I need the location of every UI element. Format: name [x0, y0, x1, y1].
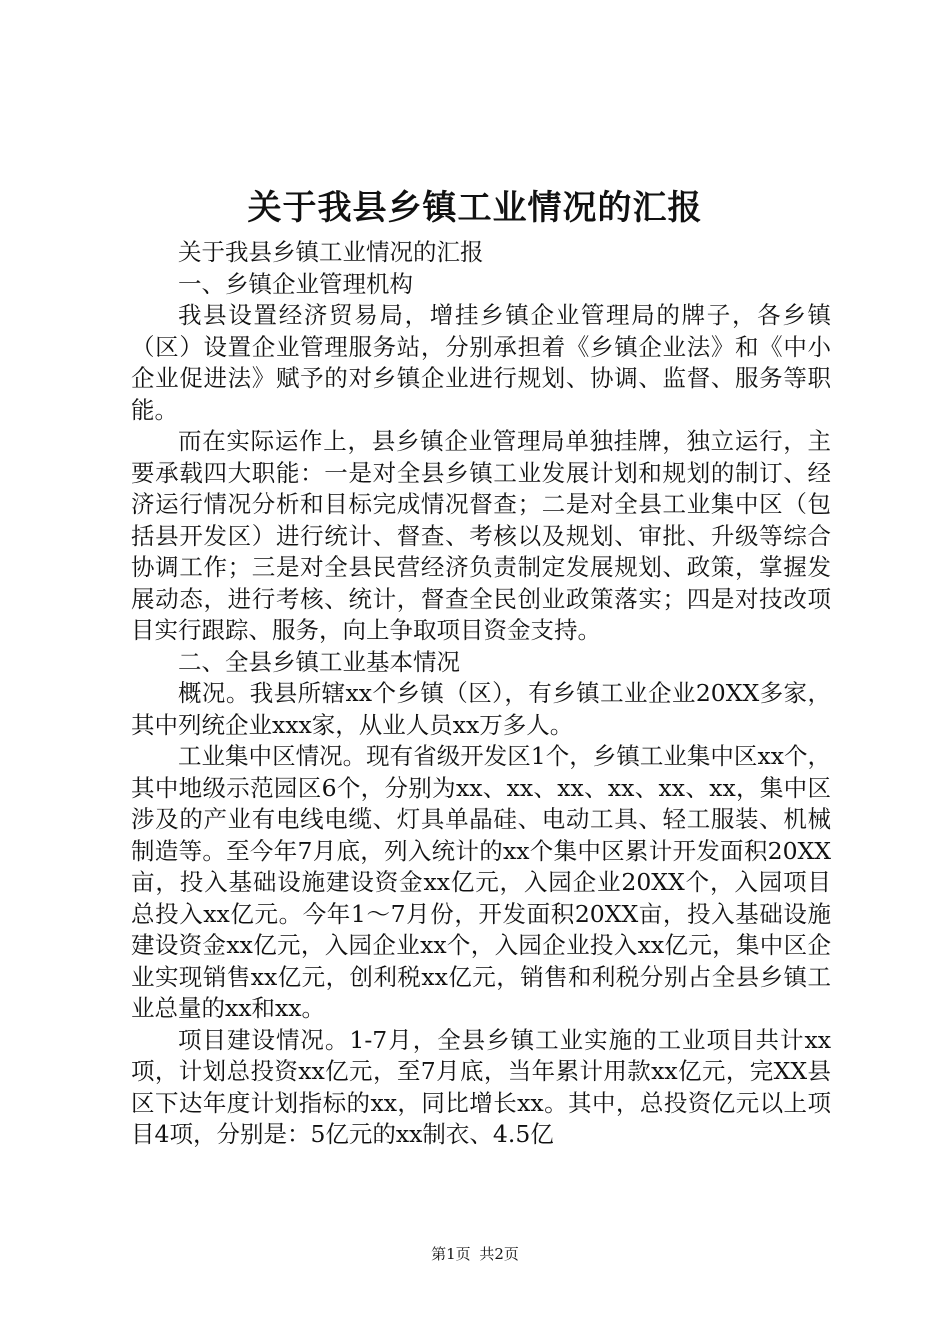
document-title: 关于我县乡镇工业情况的汇报 [247, 188, 703, 228]
page-total: 共2页 [479, 1245, 519, 1263]
paragraph: 工业集中区情况。现有省级开发区1个，乡镇工业集中区xx个，其中地级示范园区6个，分别为xx、xx、xx、xx、xx、xx，集中区涉及的产业有电线电缆、灯具单晶硅、电动工具、轻工服装、机械制造等。至今年7月底，列入统计的xx个集中区累计开发面积20XX亩，投入基础设施建设资金xx亿元，入园企业20XX个，入园项目总投入xx亿元。今年1～7月份，开发面积20XX亩，投入基础设施建设资金xx亿元，入园企业xx个，入园企业投入xx亿元，集中区企业实现销售xx亿元，创利税xx亿元，销售和利税分别占全县乡镇工业总量的xx和xx。 [131, 742, 831, 1022]
paragraph: 我县设置经济贸易局，增挂乡镇企业管理局的牌子，各乡镇（区）设置企业管理服务站，分别承担着《乡镇企业法》和《中小企业促进法》赋予的对乡镇企业进行规划、协调、监督、服务等职能。 [131, 301, 831, 424]
page-footer [0, 1244, 950, 1264]
section-heading-2: 二、全县乡镇工业基本情况 [178, 647, 460, 676]
section-heading-1: 一、乡镇企业管理机构 [178, 269, 413, 298]
document-body [131, 237, 831, 1151]
paragraph-subtitle: 关于我县乡镇工业情况的汇报 [178, 238, 484, 266]
paragraph: 而在实际运作上，县乡镇企业管理局单独挂牌，独立运行，主要承载四大职能：一是对全县乡镇工业发展计划和规划的制订、经济运行情况分析和目标完成情况督查；二是对全县工业集中区（包括县开发区）进行统计、督查、考核以及规划、审批、升级等综合协调工作；三是对全县民营经济负责制定发展规划、政策，掌握发展动态，进行考核、统计，督查全民创业政策落实；四是对技改项目实行跟踪、服务，向上争取项目资金支持。 [131, 427, 831, 644]
paragraph: 概况。我县所辖xx个乡镇（区），有乡镇工业企业20XX多家，其中列统企业xxx家，从业人员xx万多人。 [131, 679, 831, 739]
page-number: 第1页 [431, 1245, 471, 1263]
paragraph: 项目建设情况。1-7月，全县乡镇工业实施的工业项目共计xx项，计划总投资xx亿元，至7月底，当年累计用款xx亿元，完XX县区下达年度计划指标的xx，同比增长xx。其中，总投资亿元以上项目4项，分别是：5亿元的xx制衣、4.5亿 [131, 1025, 831, 1148]
